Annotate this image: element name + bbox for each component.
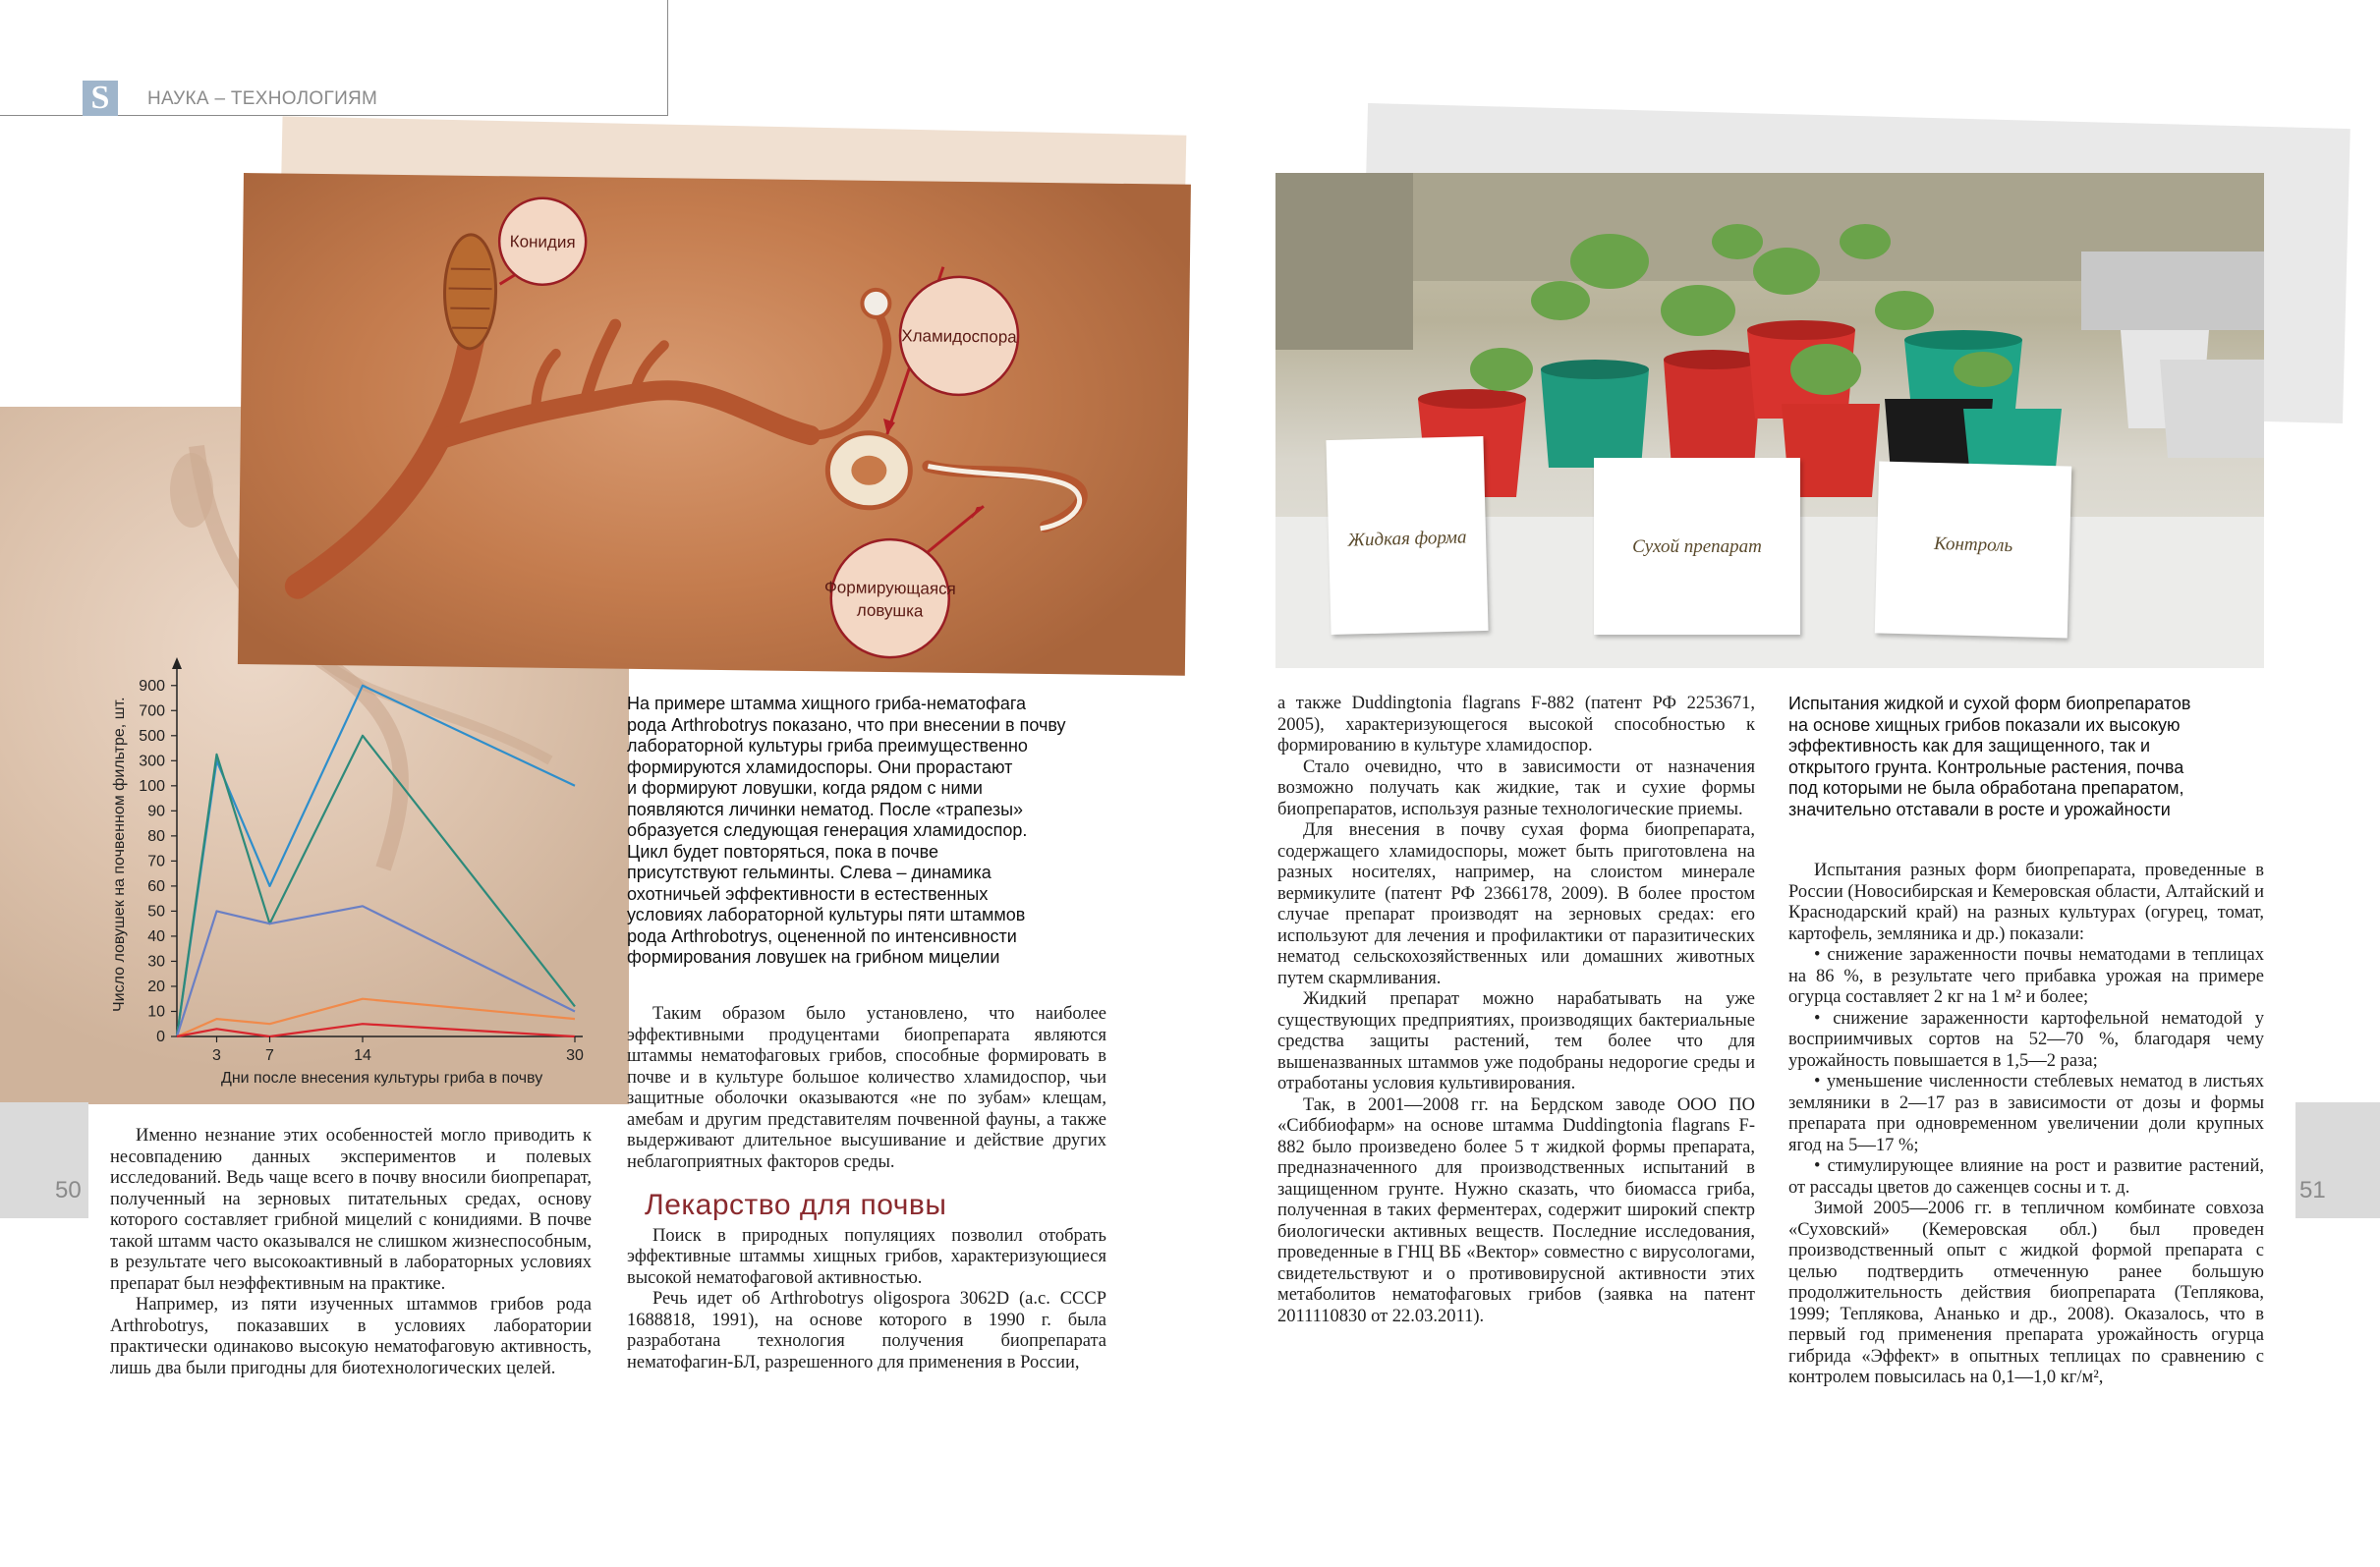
label-conidia: Конидия [509, 232, 576, 252]
card-dry-label: Сухой препарат [1632, 536, 1762, 557]
chart-y-tick-label: 100 [139, 777, 165, 795]
chart-axes [172, 657, 583, 1036]
chart-y-tick-label: 40 [147, 927, 165, 945]
caption-line: Испытания жидкой и сухой форм биопрепаратов [1788, 694, 2191, 713]
card-control-label: Контроль [1933, 532, 2013, 557]
caption-line: Цикл будет повторяться, пока в почве [627, 841, 939, 862]
paragraph: Жидкий препарат можно нарабатывать на уже существующих предприятиях, производящих бактериальные средства защиты растений, тем более что для вышеназванных штаммов уже подобраны недорогие среды и отработаны условия культивирования. [1277, 989, 1755, 1093]
caption-line: присутствуют гельминты. Слева – динамика [627, 863, 992, 882]
section-title: НАУКА – ТЕХНОЛОГИЯМ [147, 88, 378, 109]
caption-line: под которыми не была обработана препаратом, [1788, 778, 2184, 798]
chart-y-tick-label: 60 [147, 877, 165, 895]
figure-caption-right [1788, 694, 2260, 820]
chart-series-line-5 [177, 1024, 575, 1036]
caption-line: условиях лабораторной культуры пяти штаммов [627, 905, 1026, 924]
bullet-item: • стимулирующее влияние на рост и развитие растений, от рассады цветов до саженцев сосны и т. д. [1788, 1156, 2264, 1198]
label-chlamydospore: Хламидоспора [901, 326, 1017, 347]
caption-line: эффективность как для защищенного, так и [1788, 736, 2151, 756]
caption-line: лабораторной культуры гриба преимущественно [627, 736, 1028, 756]
magazine-logo: S [83, 81, 118, 116]
caption-line: на основе хищных грибов показали их высокую [1788, 714, 2181, 735]
paragraph: а также Duddingtonia flagrans F-882 (патент РФ 2253671, 2005), характеризующегося высокой способностью к формированию в культуре хламидоспор. [1277, 694, 1755, 756]
label-trap-line1: Формирующаяся [823, 578, 956, 598]
bullet-item: • снижение зараженности почвы нематодами в теплицах на 86 %, в результате чего прибавка урожая на примере огурца составляет 2 кг на 1 м² и более; [1788, 945, 2264, 1007]
trap-dynamics-chart [0, 648, 590, 1095]
caption-line: охотничьей эффективности в естественных [627, 883, 989, 904]
paragraph: Испытания разных форм биопрепарата, проведенные в России (Новосибирская и Кемеровская области, Алтайский и Краснодарский край) на разных культурах (огурец, томат, картофель, земляника и др.) показали: [1788, 861, 2264, 944]
bullet-item: • уменьшение численности стеблевых нематод в листьях земляники в 2—17 раз в зависимости от дозы и формы препарата при одновременном увеличении доли крупных ягод на 5—17 %; [1788, 1072, 2264, 1155]
card-liquid-form [1326, 436, 1488, 635]
chart-y-tick-label: 700 [139, 702, 165, 720]
paragraph: Речь идет об Arthrobotrys oligospora 3062D (а.с. СССР 1688818, 1991), на основе которого в 1990 г. была разработана технология получения биопрепарата нематофагин-БЛ, разрешенного для применения в России, [627, 1289, 1106, 1372]
caption-line: рода Arthrobotrys, оцененной по интенсивности [627, 925, 1017, 946]
chart-y-tick-label: 80 [147, 827, 165, 845]
plant-trial-photo [1275, 173, 2264, 668]
paragraph: Поиск в природных популяциях позволил отобрать эффективные штаммы хищных грибов, характеризующиеся высокой нематофаговой активностью. [627, 1225, 1106, 1288]
chart-y-tick-label: 10 [147, 1003, 165, 1021]
caption-line: На примере штамма хищного гриба-нематофага [627, 694, 1027, 713]
paragraph: Так, в 2001—2008 гг. на Бердском заводе ООО ПО «Сиббиофарм» на основе штамма Duddingtonia flagrans F-882 было произведено более 5 т жидкой формы препарата, предназначенного для производственных испытаний в защищенном грунте. Нужно сказать, что биомасса гриба, полученная в таких ферментерах, содержит широкий спектр биологически активных веществ. Последние исследования, проведенные в ГНЦ ВБ «Вектор» совместно с вирусологами, свидетельствуют и о противовирусной активности этих метаболитов нематофаговых грибов (заявка на патент 2011110830 от 22.03.2011). [1277, 1094, 1755, 1326]
card-control [1875, 461, 2072, 638]
chart-y-tick-label: 50 [147, 903, 165, 921]
page-number-right: 51 [2299, 1177, 2326, 1203]
caption-line: формирования ловушек на грибном мицелии [627, 947, 1000, 967]
caption-line: появляются личинки нематод. После «трапезы» [627, 799, 1024, 819]
chart-y-tick-label: 300 [139, 753, 165, 770]
text-column-4 [1788, 861, 2264, 1389]
chart-y-tick-label: 70 [147, 853, 165, 870]
chart-x-tick-label: 7 [265, 1047, 274, 1064]
chart-y-tick-label: 0 [156, 1029, 165, 1045]
chart-y-tick-label: 500 [139, 727, 165, 745]
chart-x-tick-label: 30 [566, 1047, 584, 1064]
figure-caption-left [627, 694, 1108, 969]
paragraph: Таким образом было установлено, что наиболее эффективными продуцентами биопрепарата являются штаммы нематофаговых грибов, способные формировать в почве и в культуре большое количество хламидоспор, чьи защитные оболочки оказываются «не по зубам» клещам, амебам и другим представителям почвенной фауны, а также выдерживают длительное высушивание и действие других неблагоприятных факторов среды. [627, 1004, 1106, 1172]
caption-line: формируются хламидоспоры. Они прорастают [627, 756, 1013, 777]
caption-line: образуется следующая генерация хламидоспор. [627, 820, 1028, 840]
chart-y-arrow [172, 657, 182, 669]
chart-series-line-2 [177, 736, 575, 1036]
chart-series-line-3 [177, 906, 575, 1036]
chart-x-axis-label: Дни после внесения культуры гриба в почву [221, 1070, 543, 1087]
caption-line: и формируют ловушки, когда рядом с ними [627, 778, 983, 798]
subheading: Лекарство для почвы [645, 1189, 947, 1221]
label-trap-line2: ловушка [856, 600, 924, 621]
microscope-photo [238, 173, 1191, 676]
paragraph: Именно незнание этих особенностей могло приводить к несовпадению данных экспериментов и полевых исследований. Ведь чаще всего в почву вносили биопрепарат, полученный на зерновых питательных средах, основу которого составляет грибной мицелий с конидиями. В почве такой штамм часто оказывался не слишком жизнеспособным, в результате чего высокоактивный в лабораторных условиях препарат был неэффективным на практике. [110, 1126, 592, 1294]
paragraph: Зимой 2005—2006 гг. в тепличном комбинате совхоза «Суховский» (Кемеровская обл.) был проведен производственный опыт с жидкой формой препарата с целью подтвердить отмеченную ранее большую продолжительность действия биопрепарата (Теплякова, 1999; Теплякова, Ананько и др., 2008). Оказалось, что в первый год применения препарата урожайность огурца гибрида «Эффект» в опытных теплицах по сравнению с контролем повысилась на 0,1—1,0 кг/м², [1788, 1199, 2264, 1387]
chart-series [177, 686, 575, 1036]
callout-trap [830, 538, 949, 657]
caption-line: рода Arthrobotrys показано, что при внесении в почву [627, 714, 1066, 735]
chart-series-line-1 [177, 686, 575, 1036]
chart-x-tick-label: 3 [212, 1047, 221, 1064]
page-number-left: 50 [55, 1177, 82, 1203]
caption-line: открытого грунта. Контрольные растения, почва [1788, 756, 2184, 777]
card-dry-preparation [1594, 458, 1800, 635]
chart-y-axis-label: Число ловушек на почвенном фильтре, шт. [111, 697, 128, 1012]
paragraph: Для внесения в почву сухая форма биопрепарата, содержащего хламидоспоры, может быть приготовлена на разных носителях, например, на слоистом минерале вермикулите (патент РФ 2366178, 2009). В более простом случае препарат производят на зерновых средах: его используют для лечения и профилактики от паразитических нематод сельскохозяйственных или домашних животных путем скармливания. [1277, 820, 1755, 988]
text-column-3 [1277, 694, 1755, 1327]
paragraph: Стало очевидно, что в зависимости от назначения возможно получать как жидкие, так и сухие формы биопрепаратов, используя разные технологические приемы. [1277, 756, 1755, 819]
chart-y-tick-label: 30 [147, 953, 165, 971]
caption-line: значительно отставали в росте и урожайности [1788, 799, 2171, 819]
paragraph: Например, из пяти изученных штаммов грибов рода Arthrobotrys, показавших в условиях лаборатории практически одинаково высокую нематофаговую активность, лишь два были пригодны для биотехнологических целей. [110, 1295, 592, 1378]
text-column-1 [110, 1126, 592, 1379]
chart-y-tick-label: 900 [139, 677, 165, 695]
card-liquid-label: Жидкая форма [1347, 527, 1467, 551]
bullet-item: • снижение зараженности картофельной нематодой у восприимчивых сортов на 52—70 %, благодаря чему урожайность повышается в 1,5—2 раза; [1788, 1008, 2264, 1071]
chart-x-tick-label: 14 [354, 1047, 371, 1064]
chart-y-tick-label: 90 [147, 803, 165, 820]
text-column-2 [627, 1004, 1106, 1373]
chart-tick-labels [139, 678, 584, 1064]
chart-y-tick-label: 20 [147, 978, 165, 995]
